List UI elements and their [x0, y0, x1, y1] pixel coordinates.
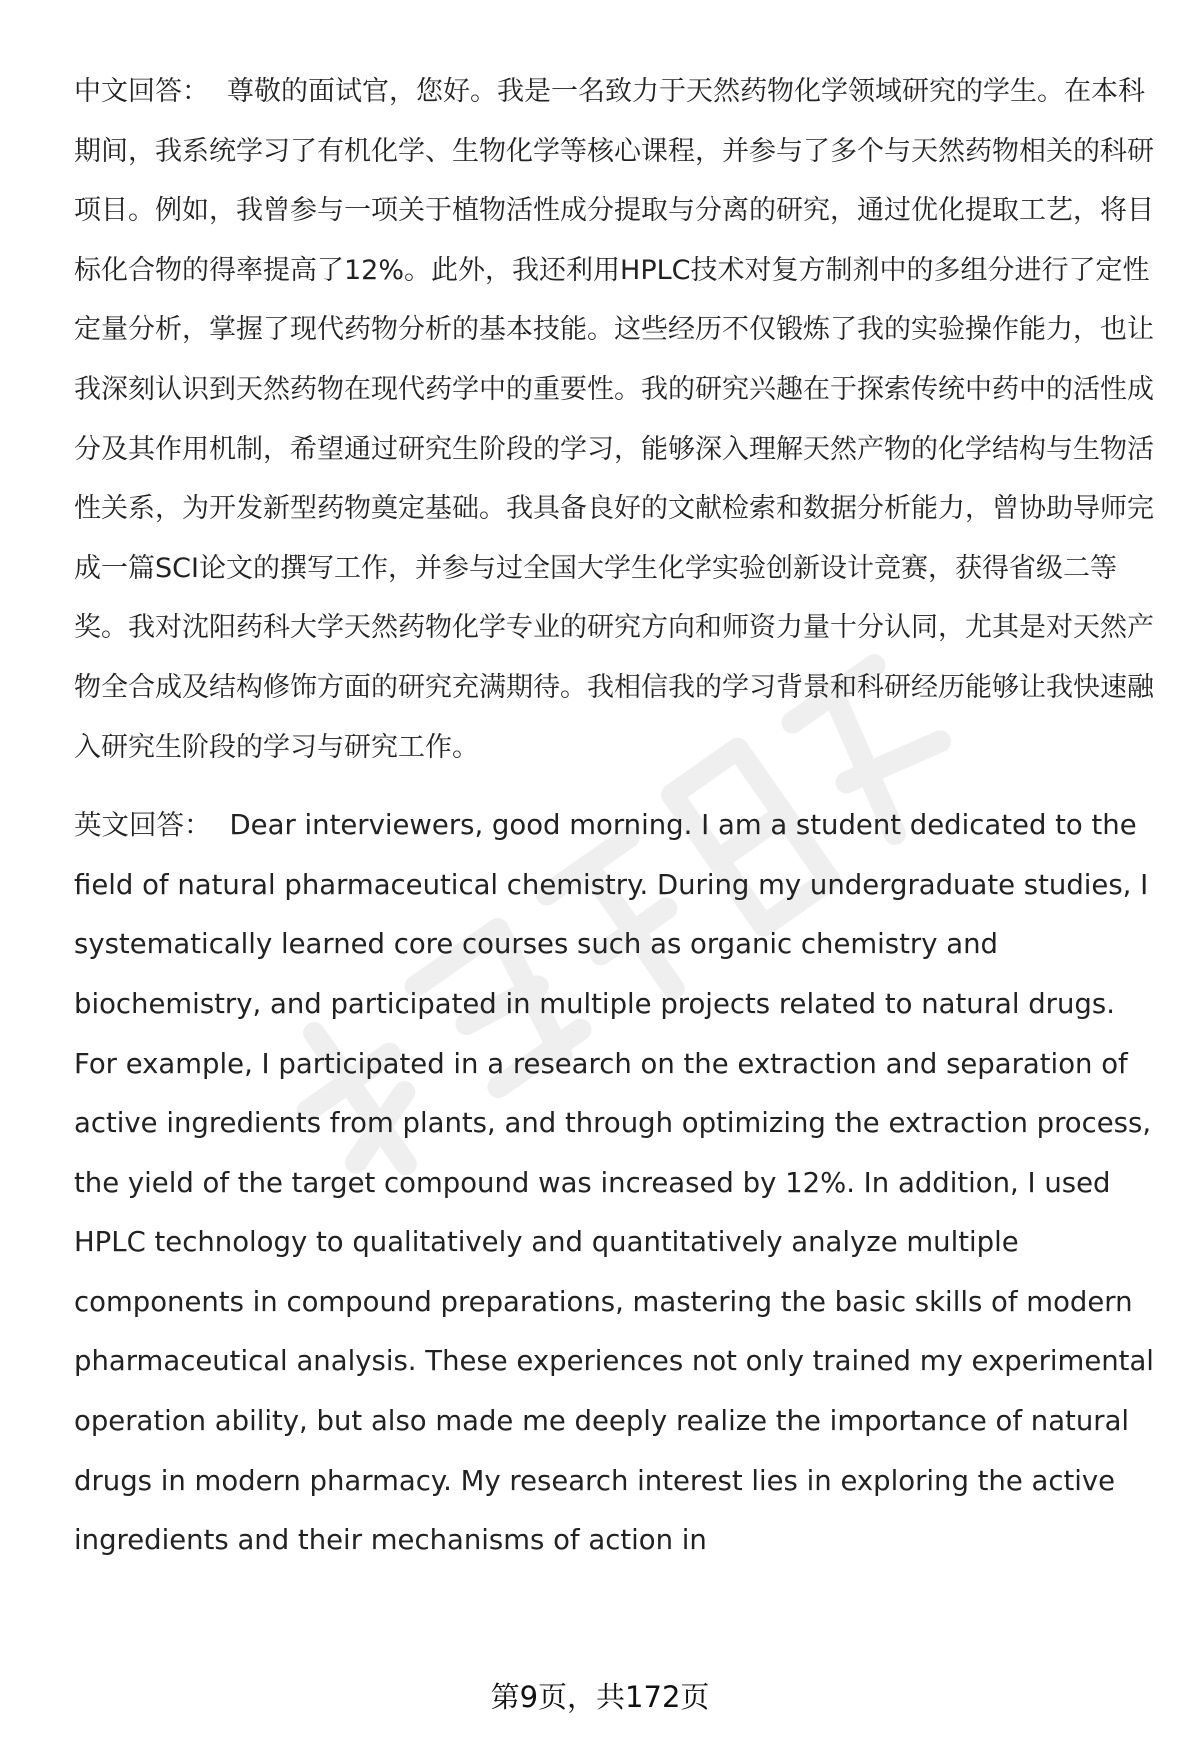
chinese-answer-label: 中文回答：: [74, 76, 209, 107]
english-answer-paragraph: [74, 796, 1164, 1571]
chinese-answer-text: 尊敬的面试官，您好。我是一名致力于天然药物化学领域研究的学生。在本科期间，我系统学习了有机化学、生物化学等核心课程，并参与了多个与天然药物相关的科研项目。例如，我曾参与一项关于植物活性成分提取与分离的研究，通过优化提取工艺，将目标化合物的得率提高了12%。此外，我还利用HPLC技术对复方制剂中的多组分进行了定性定量分析，掌握了现代药物分析的基本技能。这些经历不仅锻炼了我的实验操作能力，也让我深刻认识到天然药物在现代药学中的重要性。我的研究兴趣在于探索传统中药中的活性成分及其作用机制，希望通过研究生阶段的学习，能够深入理解天然产物的化学结构与生物活性关系，为开发新型药物奠定基础。我具备良好的文献检索和数据分析能力，曾协助导师完成一篇SCI论文的撰写工作，并参与过全国大学生化学实验创新设计竞赛，获得省级二等奖。我对沈阳药科大学天然药物化学专业的研究方向和师资力量十分认同，尤其是对天然产物全合成及结构修饰方面的研究充满期待。我相信我的学习背景和科研经历能够让我快速融入研究生阶段的学习与研究工作。: [74, 76, 1154, 763]
chinese-answer-paragraph: [74, 62, 1164, 777]
english-answer-label: 英文回答：: [74, 809, 212, 842]
page-number-footer: 第9页，共172页: [490, 1680, 710, 1714]
english-answer-text: Dear interviewers, good morning. I am a student dedicated to the field of natural pharmaceutical chemistry. During my undergraduate studies, I systematically learned core courses such as organic chemistry and biochemistry, and participated in multiple projects related to natural drugs. For example, I participated in a research on the extraction and separation of active ingredients from plants, and through optimizing the extraction process, the yield of the target compound was increased by 12%. In addition, I used HPLC technology to qualitatively and quantitatively analyze multiple components in compound preparations, mastering the basic skills of modern pharmaceutical analysis. These experiences not only trained my experimental operation ability, but also made me deeply realize the importance of natural drugs in modern pharmacy. My research interest lies in exploring the active ingredients and their mechanisms of action in: [74, 809, 1154, 1557]
answer-content: [74, 62, 1164, 1571]
